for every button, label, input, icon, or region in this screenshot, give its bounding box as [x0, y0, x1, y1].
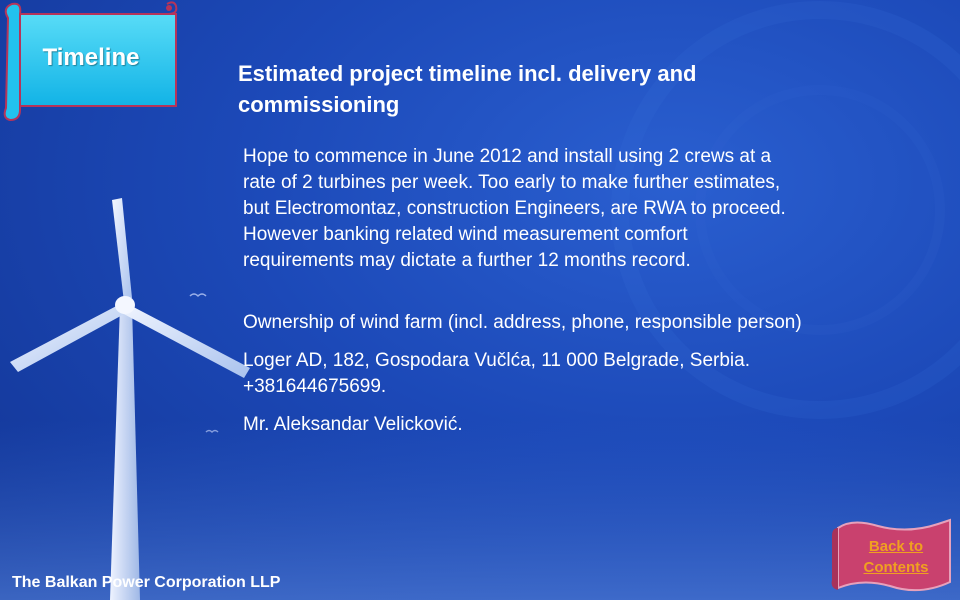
- address-paragraph: Loger AD, 182, Gospodara Vučlća, 11 000 Belgrade, Serbia. +381644675699.: [243, 350, 750, 397]
- contact-person-paragraph: Mr. Aleksandar Velicković.: [243, 414, 463, 435]
- tab-title: Timeline: [42, 44, 140, 71]
- content-body: [243, 144, 803, 438]
- timeline-paragraph: Hope to commence in June 2012 and install using 2 crews at a rate of 2 turbines per week. Too early to make further estimates, but Electromontaz, construction Engineers, are RWA to proceed. However banking related wind measurement comfort requirements may dictate a further 12 months record.: [243, 146, 786, 271]
- footer-company-name: The Balkan Power Corporation LLP: [12, 574, 281, 591]
- page-title: Estimated project timeline incl. delivery and commissioning: [238, 61, 697, 117]
- back-to-contents-link[interactable]: Back to Contents: [863, 538, 929, 576]
- ownership-label-paragraph: Ownership of wind farm (incl. address, phone, responsible person): [243, 312, 802, 333]
